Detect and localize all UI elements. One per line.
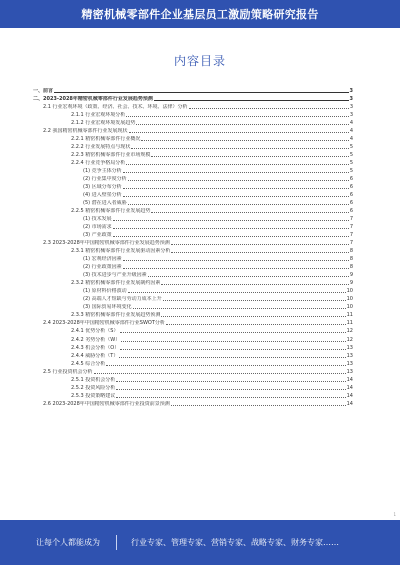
toc-entry[interactable]: [33, 326, 353, 334]
toc-entry-text: (1) 竞争主体分析: [83, 168, 122, 175]
toc-entry-page: 3: [349, 112, 353, 119]
toc-leader-dots: [171, 244, 349, 245]
toc-entry-text: 2.1.2 行业宏观环境发展趋势: [71, 120, 136, 127]
toc-entry-text: (5) 潜在进入者威胁: [83, 200, 127, 207]
toc-entry-page: 13: [346, 344, 353, 351]
toc-entry-page: 13: [346, 368, 353, 375]
toc-entry-page: 3: [349, 88, 353, 95]
toc-entry-text: 二、2023-2028年精密机械零部件行业发展趋势预测: [33, 96, 153, 103]
toc-entry[interactable]: [33, 375, 353, 383]
toc-entry[interactable]: [33, 310, 353, 318]
toc-leader-dots: [123, 172, 349, 173]
toc-entry[interactable]: [33, 158, 353, 166]
toc-leader-dots: [116, 381, 345, 382]
toc-entry[interactable]: [33, 238, 353, 246]
toc-entry-text: 2.6 2023-2028年中国精密机械零部件行业投资前景预测: [43, 400, 170, 407]
toc-entry-text: 2.4 2023-2028年中国精密机械零部件行业SWOT分析: [43, 320, 165, 327]
toc-entry-page: 5: [349, 160, 353, 167]
toc-entry[interactable]: [33, 214, 353, 222]
toc-leader-dots: [54, 92, 349, 93]
toc-entry-text: 一、前言: [33, 88, 54, 95]
toc-entry-text: (2) 行业政策因素: [83, 264, 122, 271]
toc-entry-page: 8: [349, 256, 353, 263]
toc-entry-text: 2.4.4 威胁分析（T）: [71, 352, 119, 359]
toc-entry-text: 2.3.1 精密机械零部件行业发展驱动因素分析: [71, 248, 171, 255]
toc-leader-dots: [116, 389, 345, 390]
toc-leader-dots: [161, 284, 348, 285]
toc-entry-page: 3: [349, 96, 353, 103]
toc-entry-text: 2.3.3 精密机械零部件行业发展趋势预测: [71, 312, 161, 319]
toc-entry[interactable]: [33, 142, 353, 150]
toc-entry-page: 13: [346, 352, 353, 359]
toc-entry[interactable]: [33, 246, 353, 254]
toc-entry-page: 9: [349, 272, 353, 279]
toc-leader-dots: [141, 140, 348, 141]
toc-entry[interactable]: [33, 286, 353, 294]
report-header: [0, 0, 400, 28]
toc-entry-page: 6: [349, 208, 353, 215]
toc-leader-dots: [113, 220, 349, 221]
toc-leader-dots: [121, 341, 345, 342]
toc-leader-dots: [123, 268, 349, 269]
toc-leader-dots: [189, 108, 349, 109]
toc-entry-text: (3) 国际贸易环境变化: [83, 304, 132, 311]
toc-entry[interactable]: [33, 351, 353, 359]
toc-entry-text: (2) 行业集中度分析: [83, 176, 127, 183]
toc-entry-text: 2.5 行业投资机会分析: [43, 368, 93, 375]
toc-entry-page: 5: [349, 144, 353, 151]
toc-entry[interactable]: [33, 230, 353, 238]
toc-entry-page: 7: [349, 224, 353, 231]
toc-entry-text: 2.2 我国精密机械零部件行业发展现状: [43, 128, 128, 135]
toc-leader-dots: [136, 124, 348, 125]
table-of-contents: [33, 86, 353, 407]
toc-entry-page: 11: [346, 312, 353, 319]
toc-entry[interactable]: [33, 391, 353, 399]
toc-entry-page: 6: [349, 192, 353, 199]
toc-entry-page: 4: [349, 136, 353, 143]
toc-entry[interactable]: [33, 182, 353, 190]
toc-leader-dots: [148, 276, 349, 277]
toc-leader-dots: [119, 357, 345, 358]
toc-leader-dots: [94, 373, 346, 374]
toc-entry-text: (3) 产业政策: [83, 232, 112, 239]
toc-entry[interactable]: [33, 254, 353, 262]
toc-entry-page: 12: [346, 336, 353, 343]
toc-entry[interactable]: [33, 174, 353, 182]
toc-leader-dots: [154, 100, 349, 101]
toc-entry-text: 2.2.4 行业竞争格局分析: [71, 160, 126, 167]
toc-entry[interactable]: [33, 294, 353, 302]
toc-entry[interactable]: [33, 86, 353, 94]
toc-leader-dots: [128, 204, 349, 205]
toc-entry-page: 8: [349, 248, 353, 255]
toc-leader-dots: [123, 188, 349, 189]
toc-entry-text: (1) 原材料价格波动: [83, 288, 127, 295]
toc-entry-page: 4: [349, 128, 353, 135]
toc-entry[interactable]: [33, 334, 353, 342]
toc-entry[interactable]: [33, 166, 353, 174]
footer-slogan: 让每个人都能成为: [36, 538, 100, 547]
toc-leader-dots: [129, 132, 349, 133]
toc-entry-page: 3: [349, 104, 353, 111]
toc-entry-page: 9: [349, 280, 353, 287]
toc-entry[interactable]: [33, 383, 353, 391]
toc-entry-page: 6: [349, 184, 353, 191]
toc-entry[interactable]: [33, 399, 353, 407]
toc-entry[interactable]: [33, 318, 353, 326]
toc-entry-text: (4) 进入壁垒分析: [83, 192, 122, 199]
toc-entry-text: 2.3.2 精密机械零部件行业发展制约因素: [71, 280, 161, 287]
toc-entry-page: 14: [346, 392, 353, 399]
toc-entry[interactable]: [33, 270, 353, 278]
toc-entry-text: 2.1.1 行业宏观环境分析: [71, 112, 126, 119]
toc-entry-text: (2) 高端人才短缺与劳动力成本上升: [83, 296, 162, 303]
toc-entry[interactable]: [33, 110, 353, 118]
report-title: 精密机械零部件企业基层员工激励策略研究报告: [81, 8, 319, 21]
toc-leader-dots: [151, 212, 348, 213]
toc-leader-dots: [106, 365, 345, 366]
toc-entry-page: 10: [346, 296, 353, 303]
toc-entry-text: (3) 技术进步与产业升级因素: [83, 272, 147, 279]
toc-entry-page: 12: [346, 328, 353, 335]
toc-entry-page: 10: [346, 304, 353, 311]
toc-entry-text: 2.5.2 投资风险分析: [71, 384, 116, 391]
toc-entry-page: 4: [349, 120, 353, 127]
toc-entry-text: (2) 市场需求: [83, 224, 112, 231]
toc-entry-text: 2.1 行业宏观环境（政策、经济、社会、技术、环境、法律）分析: [43, 104, 188, 111]
toc-leader-dots: [123, 260, 349, 261]
toc-entry[interactable]: [33, 198, 353, 206]
toc-entry[interactable]: [33, 359, 353, 367]
toc-leader-dots: [113, 228, 349, 229]
toc-leader-dots: [126, 116, 349, 117]
footer-divider: [116, 535, 117, 550]
toc-entry-page: 6: [349, 200, 353, 207]
toc-entry-text: 2.5.1 投资机会分析: [71, 376, 116, 383]
toc-leader-dots: [120, 332, 346, 333]
toc-entry-page: 14: [346, 384, 353, 391]
toc-leader-dots: [113, 236, 349, 237]
toc-leader-dots: [131, 148, 348, 149]
toc-leader-dots: [166, 324, 346, 325]
toc-entry-text: 2.4.2 劣势分析（W）: [71, 336, 121, 343]
toc-leader-dots: [171, 252, 348, 253]
toc-entry-text: 2.4.3 机会分析（O）: [71, 344, 120, 351]
toc-entry-text: 2.4.5 综合分析: [71, 360, 106, 367]
toc-entry-page: 10: [346, 288, 353, 295]
toc-leader-dots: [128, 180, 349, 181]
toc-entry-text: (1) 技术发展: [83, 216, 112, 223]
toc-entry-page: 13: [346, 360, 353, 367]
toc-entry[interactable]: [33, 262, 353, 270]
toc-entry-text: (1) 宏观经济因素: [83, 256, 122, 263]
toc-entry-text: 2.2.1 精密机械零部件行业概况: [71, 136, 141, 143]
toc-entry[interactable]: [33, 206, 353, 214]
toc-entry-text: 2.5.3 投资策略建议: [71, 392, 116, 399]
toc-entry-text: 2.2.3 精密机械零部件行业市场规模: [71, 152, 151, 159]
toc-entry-page: 7: [349, 240, 353, 247]
toc-entry[interactable]: [33, 302, 353, 310]
toc-leader-dots: [116, 397, 345, 398]
toc-entry-page: 11: [346, 320, 353, 327]
footer-tagline: 行业专家、管理专家、营销专家、战略专家、财务专家……: [131, 538, 339, 547]
toc-leader-dots: [126, 164, 349, 165]
toc-entry-page: 14: [346, 400, 353, 407]
toc-entry-text: 2.2.5 精密机械零部件行业发展趋势: [71, 208, 151, 215]
toc-leader-dots: [128, 292, 346, 293]
toc-title: 内容目录: [173, 54, 226, 68]
toc-entry-text: (3) 区域分布分析: [83, 184, 122, 191]
toc-entry[interactable]: [33, 118, 353, 126]
toc-entry[interactable]: [33, 150, 353, 158]
toc-entry[interactable]: [33, 102, 353, 110]
toc-leader-dots: [133, 308, 346, 309]
page-number: 1: [393, 512, 396, 517]
toc-entry[interactable]: [33, 222, 353, 230]
toc-entry-text: 2.3 2023-2028年中国精密机械零部件行业发展趋势预测: [43, 240, 170, 247]
toc-entry[interactable]: [33, 278, 353, 286]
toc-entry-text: 2.4.1 优势分析（S）: [71, 328, 119, 335]
toc-leader-dots: [161, 316, 345, 317]
toc-entry-page: 8: [349, 264, 353, 271]
toc-entry-page: 7: [349, 232, 353, 239]
toc-entry[interactable]: [33, 134, 353, 142]
toc-leader-dots: [163, 300, 346, 301]
toc-entry-page: 5: [349, 152, 353, 159]
toc-leader-dots: [123, 196, 349, 197]
toc-entry-page: 14: [346, 376, 353, 383]
toc-leader-dots: [120, 349, 345, 350]
toc-entry-text: 2.2.2 行业发展特点与现状: [71, 144, 131, 151]
toc-entry[interactable]: [33, 94, 353, 102]
toc-entry[interactable]: [33, 126, 353, 134]
toc-leader-dots: [171, 405, 346, 406]
toc-entry-page: 5: [349, 168, 353, 175]
toc-leader-dots: [151, 156, 348, 157]
toc-entry[interactable]: [33, 343, 353, 351]
toc-entry[interactable]: [33, 367, 353, 375]
toc-entry-page: 7: [349, 216, 353, 223]
footer-banner: [0, 520, 400, 565]
toc-entry[interactable]: [33, 190, 353, 198]
toc-entry-page: 6: [349, 176, 353, 183]
